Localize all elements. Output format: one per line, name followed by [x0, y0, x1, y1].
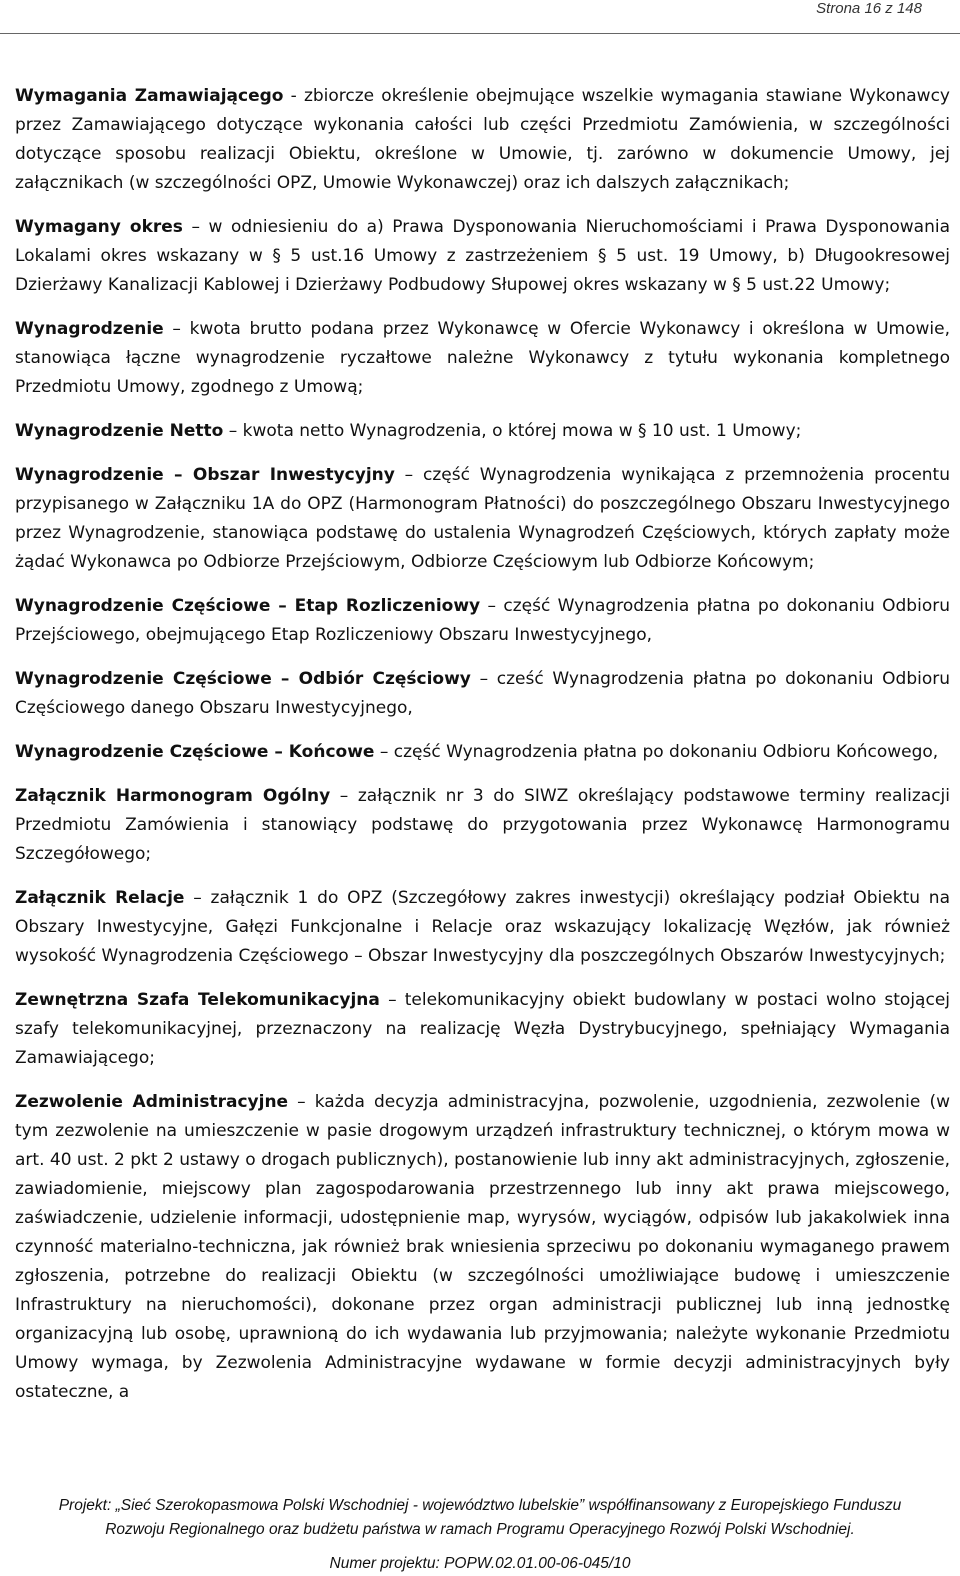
definition-term: Załącznik Relacje — [15, 888, 185, 908]
definition-text: część Wynagrodzenia płatna po dokonaniu Odbioru Przejściowego, obejmującego Etap Rozliczeniowy Obszaru Inwestycyjnego, — [15, 596, 950, 645]
definition-term: Wynagrodzenie — [15, 319, 164, 339]
definition-separator: – — [184, 888, 211, 908]
definition-text: część Wynagrodzenia płatna po dokonaniu Odbioru Końcowego, — [393, 742, 939, 762]
footer-project-number: Numer projektu: POPW.02.01.00-06-045/10 — [329, 1555, 631, 1572]
definition-separator: - — [283, 86, 304, 106]
definition-item — [15, 884, 950, 971]
definition-separator: – — [182, 217, 209, 237]
definition-item — [15, 315, 950, 402]
definition-item — [15, 592, 950, 650]
definition-term: Wynagrodzenie Częściowe – Etap Rozliczeniowy — [15, 596, 481, 616]
definition-text: telekomunikacyjny obiekt budowlany w postaci wolno stojącej szafy telekomunikacyjnej, przeznaczony na realizację Węzła Dystrybucyjnego, spełniający Wymagania Zamawiającego; — [15, 990, 950, 1068]
footer-project-line-1: Projekt: „Sieć Szerokopasmowa Polski Wschodniej - województwo lubelskie” współfinansowany z Europejskiego Funduszu — [58, 1497, 902, 1514]
definition-separator: – — [470, 669, 497, 689]
definition-term: Wymagania Zamawiającego — [15, 86, 284, 106]
definition-item — [15, 1088, 950, 1407]
definition-term: Wymagany okres — [15, 217, 183, 237]
definition-item — [15, 417, 950, 446]
definition-term: Zewnętrzna Szafa Telekomunikacyjna — [15, 990, 380, 1010]
definition-item — [15, 665, 950, 723]
definition-separator: – — [374, 742, 394, 762]
definition-text: w odniesieniu do a) Prawa Dysponowania Nieruchomościami i Prawa Dysponowania Lokalami okres wskazany w § 5 ust.16 Umowy z zastrzeżeniem § 5 ust. 19 Umowy, b) Długookresowej Dzierżawy Kanalizacji Kablowej i Dzierżawy Podbudowy Słupowej okres wskazany w § 5 ust.22 Umowy; — [15, 217, 951, 295]
definition-item — [15, 82, 950, 198]
definition-text: kwota brutto podana przez Wykonawcę w Ofercie Wykonawcy i określona w Umowie, stanowiąca łączne wynagrodzenie ryczałtowe należne Wykonawcy z tytułu wykonania kompletnego Przedmiotu Umowy, zgodnego z Umową; — [15, 319, 950, 397]
definition-term: Zezwolenie Administracyjne — [15, 1092, 289, 1112]
definition-item — [15, 738, 950, 767]
definition-separator: – — [379, 990, 405, 1010]
definition-text: kwota netto Wynagrodzenia, o której mowa w § 10 ust. 1 Umowy; — [242, 421, 802, 441]
definition-item — [15, 782, 950, 869]
page-number: Strona 16 z 148 — [816, 0, 922, 17]
definition-separator: – — [223, 421, 243, 441]
definition-term: Wynagrodzenie Częściowe – Końcowe — [15, 742, 375, 762]
definition-separator: – — [330, 786, 358, 806]
definition-item — [15, 213, 950, 300]
definition-separator: – — [480, 596, 504, 616]
page-footer — [0, 1494, 960, 1576]
footer-project-line-2: Rozwoju Regionalnego oraz budżetu państwa w ramach Programu Operacyjnego Rozwój Polski Wschodniej. — [105, 1521, 855, 1538]
definition-term: Wynagrodzenie Częściowe – Odbiór Częściowy — [15, 669, 471, 689]
definition-separator: – — [394, 465, 424, 485]
definition-text: załącznik 1 do OPZ (Szczegółowy zakres inwestycji) określający podział Obiektu na Obszary Inwestycyjne, Gałęzi Funkcjonalne i Relacje oraz wskazujący lokalizację Węzłów, jak również wysokość Wynagrodzenia Częściowego – Obszar Inwestycyjny dla poszczególnych Obszarów Inwestycyjnych; — [15, 888, 950, 966]
definition-text: załącznik nr 3 do SIWZ określający podstawowe terminy realizacji Przedmiotu Zamówienia i stanowiący podstawę do przygotowania przez Wykonawcę Harmonogramu Szczegółowego; — [15, 786, 950, 864]
definition-term: Wynagrodzenie Netto — [15, 421, 224, 441]
definition-text: każda decyzja administracyjna, pozwolenie, uzgodnienia, zezwolenie (w tym zezwolenie na umieszczenie w pasie drogowym urządzeń infrastruktury technicznej, o którym mowa w art. 40 ust. 2 pkt 2 ustawy o drogach publicznych), postanowienie lub inny akt administracyjnych, zgłoszenie, zawiadomienie, miejscowy plan zagospodarowania przestrzennego lub inny akt prawa miejscowego, zaświadczenie, udzielenie informacji, udostępnienie map, wyrysów, wyciągów, odpisów lub jakakolwiek inna czynność materialno-techniczna, jak również brak wniesienia sprzeciwu po dokonaniu wymaganego prawem zgłoszenia, potrzebne do realizacji Obiektu (w szczególności umożliwiające budowę i umieszczenie Infrastruktury na nieruchomości), dokonane przez organ administracji publicznej lub inną jednostkę organizacyjną lub osobę, uprawnioną do ich wydawania lub przyjmowania; należyte wykonanie Przedmiotu Umowy wymaga, by Zezwolenia Administracyjne wydawane w formie decyzji administracyjnych były ostateczne, a — [15, 1092, 950, 1402]
definition-text: cześć Wynagrodzenia płatna po dokonaniu Odbioru Częściowego danego Obszaru Inwestycyjnego, — [15, 669, 950, 718]
definition-term: Wynagrodzenie – Obszar Inwestycyjny — [15, 465, 395, 485]
definitions-list — [15, 82, 950, 1422]
definition-item — [15, 986, 950, 1073]
definition-separator: – — [163, 319, 190, 339]
definition-text: zbiorcze określenie obejmujące wszelkie wymagania stawiane Wykonawcy przez Zamawiającego dotyczące wykonania całości lub części Przedmiotu Zamówienia, w szczególności dotyczące sposobu realizacji Obiektu, określone w Umowie, tj. zarówno w dokumencie Umowy, jej załącznikach (w szczególności OPZ, Umowie Wykonawczej) oraz ich dalszych załącznikach; — [15, 86, 950, 193]
definition-item — [15, 461, 950, 577]
definition-term: Załącznik Harmonogram Ogólny — [15, 786, 331, 806]
definition-separator: – — [288, 1092, 315, 1112]
definition-text: część Wynagrodzenia wynikająca z przemnożenia procentu przypisanego w Załączniku 1A do OPZ (Harmonogram Płatności) do poszczególnego Obszaru Inwestycyjnego przez Wynagrodzenie, stanowiąca podstawę do ustalenia Wynagrodzeń Częściowych, których zapłaty może żądać Wykonawca po Odbiorze Przejściowym, Odbiorze Częściowym lub Odbiorze Końcowym; — [15, 465, 950, 572]
header-divider — [0, 33, 960, 34]
